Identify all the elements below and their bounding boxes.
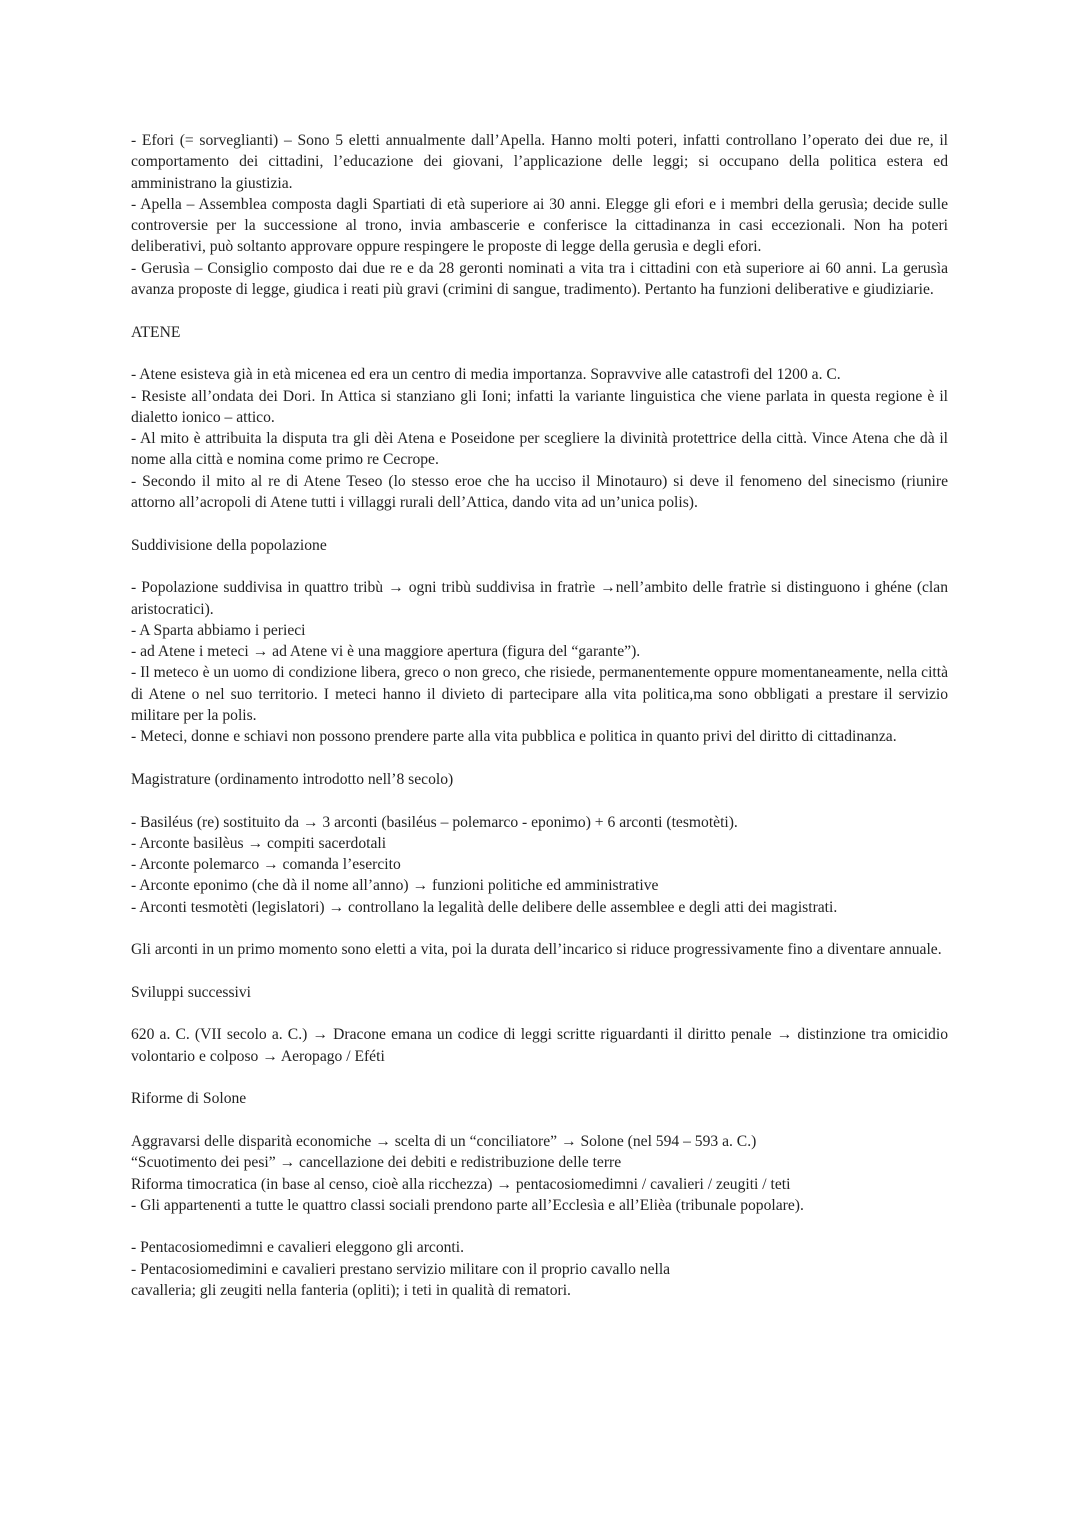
paragraph-atene-2: - Resiste all’ondata dei Dori. In Attica si stanziano gli Ioni; infatti la variante linguistica che viene parlata in questa regione è il dialetto ionico – attico.: [131, 387, 948, 426]
paragraph-atene-4: - Secondo il mito al re di Atene Teseo (lo stesso eroe che ha ucciso il Minotauro) si deve il fenomeno del sinecismo (riunire attorno all’acropoli di Atene tutti i villaggi rurali dell’Attica, dando vita ad un’unica polis).: [131, 472, 948, 512]
line-solone-6a: - Pentacosiomedimini e cavalieri prestano servizio militare con il proprio cavallo nella: [131, 1260, 671, 1278]
line-magistrature-1: - Basiléus (re) sostituito da → 3 arconti (basiléus – polemarco - eponimo) + 6 arconti (tesmotèti).: [131, 813, 738, 831]
line-solone-6b: cavalleria; gli zeugiti nella fanteria (opliti); i teti in qualità di rematori.: [131, 1282, 571, 1300]
paragraph-arconti: Gli arconti in un primo momento sono eletti a vita, poi la durata dell’incarico si riduce progressivamente fino a diventare annuale.: [131, 941, 942, 959]
spacer: [131, 1110, 948, 1131]
line-magistrature-4: - Arconte eponimo (che dà il nome all’anno) → funzioni politiche ed amministrative: [131, 877, 659, 895]
line-magistrature-5: - Arconti tesmotèti (legislatori) → controllano la legalità delle delibere delle assemblee e degli atti dei magistrati.: [131, 898, 838, 916]
spacer: [131, 961, 948, 982]
paragraph-popolazione-5: - Meteci, donne e schiavi non possono prendere parte alla vita pubblica e politica in quanto privi del diritto di cittadinanza.: [131, 728, 897, 746]
document-body: [131, 130, 948, 1301]
paragraph-atene-1: - Atene esisteva già in età micenea ed era un centro di media importanza. Sopravvive alle catastrofi del 1200 a. C.: [131, 366, 841, 384]
paragraph-popolazione-1: - Popolazione suddivisa in quattro tribù → ogni tribù suddivisa in fratrìe →nell’ambito delle fratrìe si distinguono i ghéne (clan aristocratici).: [131, 579, 948, 618]
spacer: [131, 1003, 948, 1024]
spacer: [131, 556, 948, 577]
paragraph-gerusia: - Gerusìa – Consiglio composto dai due re e da 28 geronti nominati a vita tra i cittadini con età superiore ai 60 anni. La gerusìa avanza proposte di legge, giudica i reati più gravi (crimini di sangue, tradimento). Pertanto ha funzioni deliberative e giudiziarie.: [131, 259, 948, 299]
spacer: [131, 513, 948, 534]
paragraph-dracone: 620 a. C. (VII secolo a. C.) → Dracone emana un codice di leggi scritte riguardanti il diritto penale → distinzione tra omicidio volontario e colposo → Aeropago / Eféti: [131, 1026, 948, 1065]
paragraph-apella: - Apella – Assemblea composta dagli Spartiati di età superiore ai 30 anni. Elegge gli efori e i membri della gerusìa; decide sulle controversie per la successione al trono, invia ambascerie e conferisce la cittadinanza in casi eccezionali. Non ha poteri deliberativi, può soltanto approvare oppure respingere le proposte di legge della gerusìa e degli efori.: [131, 195, 948, 256]
spacer: [131, 1216, 948, 1237]
spacer: [131, 918, 948, 939]
paragraph-popolazione-4: - Il meteco è un uomo di condizione libera, greco o non greco, che risiede, permanentemente oppure momentaneamente, nella città di Atene o nel suo territorio. I meteci hanno il divieto di partecipare alla vita politica,ma sono obbligati a prestare il servizio militare per la polis.: [131, 664, 948, 725]
heading-popolazione: Suddivisione della popolazione: [131, 536, 327, 554]
line-solone-4: - Gli appartenenti a tutte le quattro classi sociali prendono parte all’Ecclesìa e all’Elièa (tribunale popolare).: [131, 1196, 804, 1214]
line-solone-2: “Scuotimento dei pesi” → cancellazione dei debiti e redistribuzione delle terre: [131, 1154, 622, 1172]
heading-sviluppi: Sviluppi successivi: [131, 983, 251, 1001]
spacer: [131, 748, 948, 769]
spacer: [131, 1067, 948, 1088]
spacer: [131, 790, 948, 811]
line-solone-3: Riforma timocratica (in base al censo, cioè alla ricchezza) → pentacosiomedimni / cavalieri / zeugiti / teti: [131, 1175, 791, 1193]
line-popolazione-2: - A Sparta abbiamo i perieci: [131, 621, 306, 639]
line-magistrature-2: - Arconte basilèus → compiti sacerdotali: [131, 834, 387, 852]
heading-solone: Riforme di Solone: [131, 1090, 247, 1108]
paragraph-atene-3: - Al mito è attribuita la disputa tra gli dèi Atena e Poseidone per scegliere la divinità protettrice della città. Vince Atena che dà il nome alla città e nomina come primo re Cecrope.: [131, 430, 948, 469]
spacer: [131, 343, 948, 364]
line-magistrature-3: - Arconte polemarco → comanda l’esercito: [131, 856, 401, 874]
heading-atene: ATENE: [131, 323, 181, 341]
paragraph-efori: - Efori (= sorveglianti) – Sono 5 eletti annualmente dall’Apella. Hanno molti poteri, infatti controllano l’operato dei due re, il comportamento dei cittadini, l’educazione dei giovani, l’applicazione delle leggi; si occupano della politica estera ed amministrano la giustizia.: [131, 132, 948, 192]
heading-magistrature: Magistrature (ordinamento introdotto nell’8 secolo): [131, 770, 454, 788]
line-solone-5: - Pentacosiomedimni e cavalieri eleggono gli arconti.: [131, 1239, 464, 1257]
spacer: [131, 300, 948, 321]
line-popolazione-3: - ad Atene i meteci → ad Atene vi è una maggiore apertura (figura del “garante”).: [131, 643, 641, 661]
line-solone-1: Aggravarsi delle disparità economiche → scelta di un “conciliatore” → Solone (nel 594 – 593 a. C.): [131, 1132, 757, 1150]
